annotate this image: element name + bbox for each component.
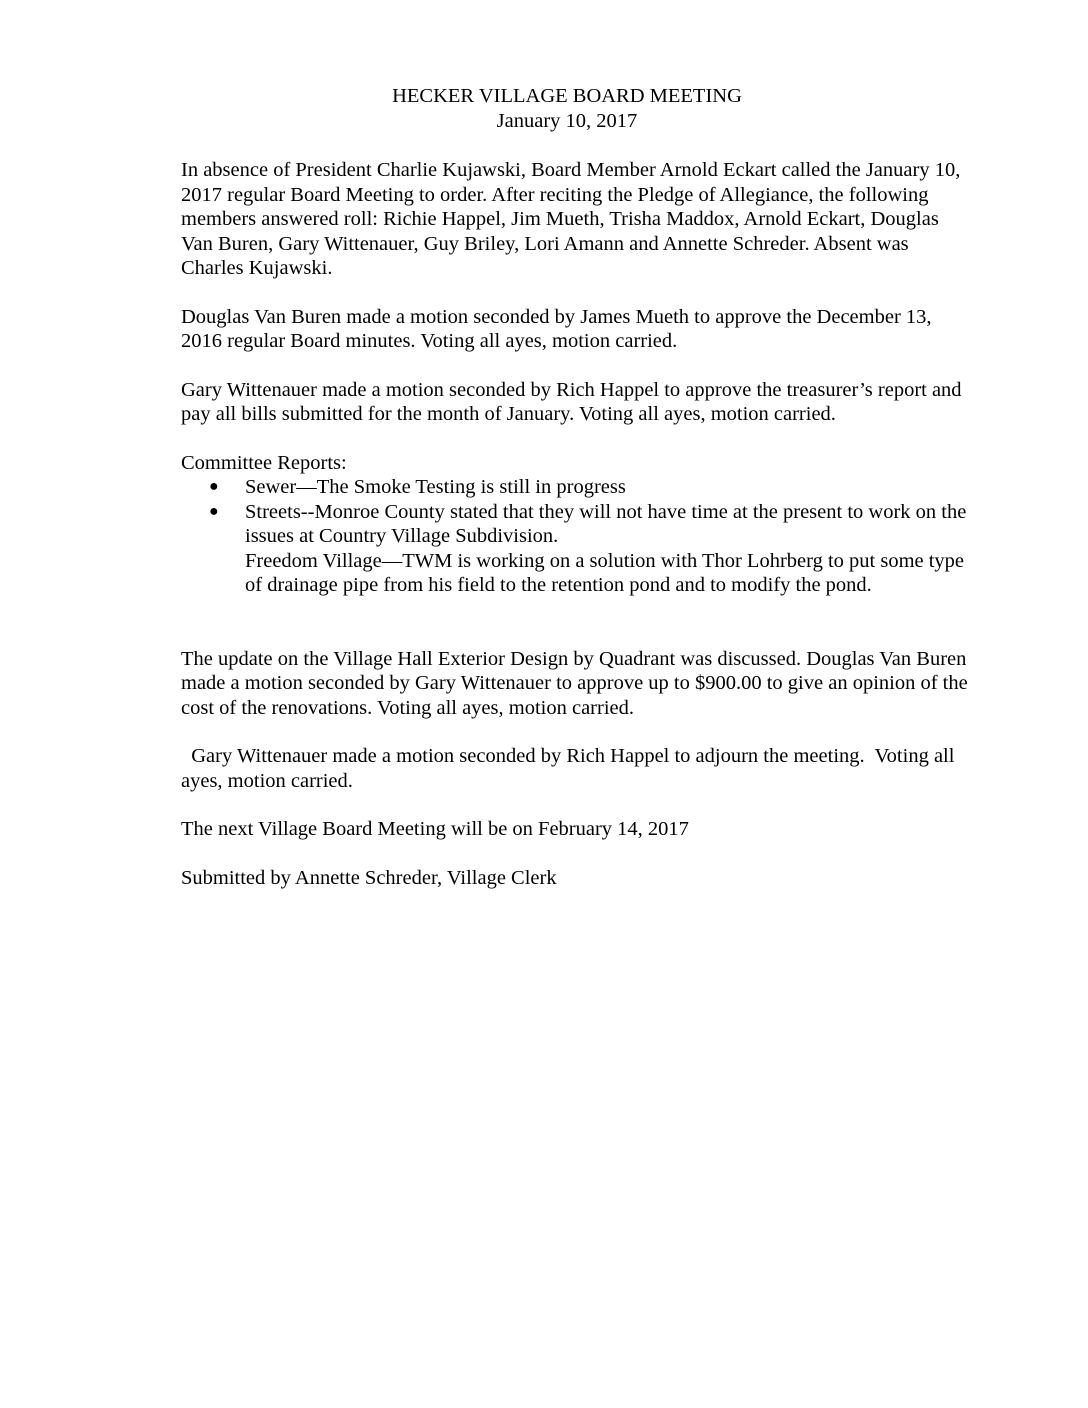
- report-sewer: Sewer—The Smoke Testing is still in progress: [245, 476, 626, 498]
- next-meeting-paragraph: The next Village Board Meeting will be on February 14, 2017: [181, 818, 689, 840]
- minutes-motion-paragraph: Douglas Van Buren made a motion seconded by James Mueth to approve the December 13, 2016 regular Board minutes. Voting all ayes, motion carried.: [181, 305, 932, 352]
- list-item: [181, 475, 971, 500]
- meeting-date: January 10, 2017: [496, 109, 638, 132]
- report-freedom-village: Freedom Village—TWM is working on a solution with Thor Lohrberg to put some type of drainage pipe from his field to the retention pond and to modify the pond.: [245, 549, 965, 596]
- report-streets: Streets--Monroe County stated that they will not have time at the present to work on the issues at Country Village Subdivision.: [245, 500, 967, 547]
- committee-reports-section: [181, 451, 971, 598]
- adjourn-motion-paragraph: Gary Wittenauer made a motion seconded by Rich Happel to adjourn the meeting. Voting all ayes, motion carried.: [181, 745, 960, 792]
- document-title: HECKER VILLAGE BOARD MEETING: [392, 85, 742, 107]
- bullet-icon: ●: [209, 502, 219, 520]
- committee-reports-heading: Committee Reports:: [181, 451, 347, 474]
- document-body: [181, 84, 971, 890]
- submitted-by-paragraph: Submitted by Annette Schreder, Village Clerk: [181, 866, 557, 889]
- treasurer-motion-paragraph: Gary Wittenauer made a motion seconded by Rich Happel to approve the treasurer’s report and pay all bills submitted for the month of January. Voting all ayes, motion carried.: [181, 378, 962, 425]
- intro-paragraph: In absence of President Charlie Kujawski, Board Member Arnold Eckart called the January 10, 2017 regular Board Meeting to order. After reciting the Pledge of Allegiance, the following members answered roll: Richie Happel, Jim Mueth, Trisha Maddox, Arnold Eckart, Douglas Van Buren, Gary Wittenauer, Guy Briley, Lori Amann and Annette Schreder. Absent was Charles Kujawski.: [181, 159, 961, 279]
- header-block: [181, 84, 953, 133]
- list-item: [181, 500, 971, 549]
- update-motion-paragraph: The update on the Village Hall Exterior Design by Quadrant was discussed. Douglas Van Buren made a motion seconded by Gary Wittenauer to approve up to $900.00 to give an opinion of the cost of the renovations. Voting all ayes, motion carried.: [181, 647, 968, 719]
- committee-reports-list: [181, 475, 971, 549]
- bullet-icon: ●: [209, 478, 219, 495]
